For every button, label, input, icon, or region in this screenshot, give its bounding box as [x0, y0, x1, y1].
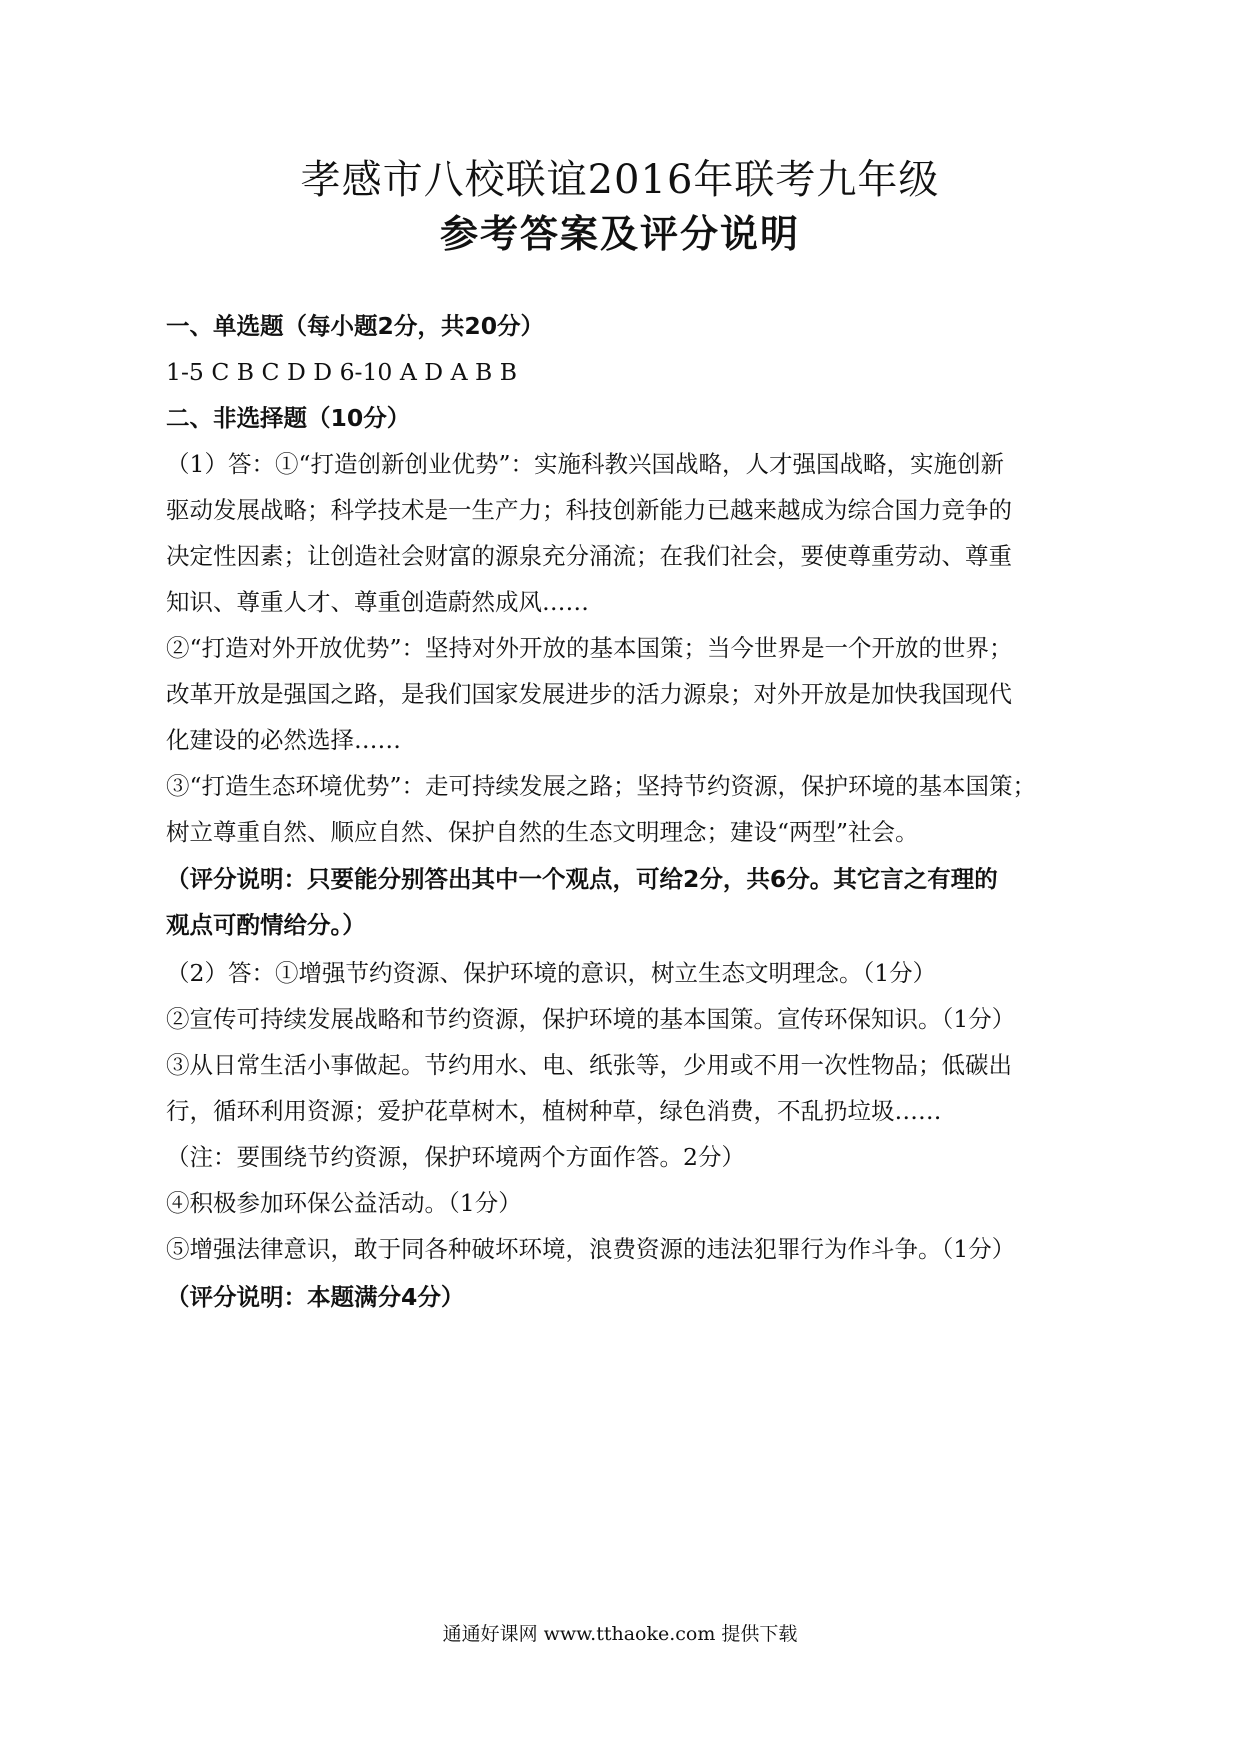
q2-answer-line: ⑤增强法律意识，敢于同各种破坏环境，浪费资源的违法犯罪行为作斗争。（1分）: [166, 1235, 1016, 1263]
q1-scoring-note: 观点可酌情给分。）: [166, 911, 366, 939]
q2-answer-line: （注：要围绕节约资源，保护环境两个方面作答。2分）: [166, 1143, 745, 1171]
q2-answer-line: （2）答：①增强节约资源、保护环境的意识，树立生态文明理念。（1分）: [166, 959, 937, 987]
q2-answer-line: ②宣传可持续发展战略和节约资源，保护环境的基本国策。宣传环保知识。（1分）: [166, 1005, 1016, 1033]
q2-answer-line: 行，循环利用资源；爱护花草树木，植树种草，绿色消费，不乱扔垃圾……: [166, 1097, 942, 1125]
q2-answer-line: ③从日常生活小事做起。节约用水、电、纸张等，少用或不用一次性物品；低碳出: [166, 1051, 1012, 1079]
q1-answer-line: 决定性因素；让创造社会财富的源泉充分涌流；在我们社会，要使尊重劳动、尊重: [166, 542, 1012, 570]
section-1-answers: 1-5 C B C D D 6-10 A D A B B: [166, 358, 518, 386]
section-2-heading: 二、非选择题（10分）: [166, 404, 411, 432]
q1-scoring-note: （评分说明：只要能分别答出其中一个观点，可给2分，共6分。其它言之有理的: [166, 865, 998, 893]
q1-answer-line: 驱动发展战略；科学技术是一生产力；科技创新能力已越来越成为综合国力竞争的: [166, 496, 1012, 524]
section-1-heading: 一、单选题（每小题2分，共20分）: [166, 312, 545, 340]
q1-answer-line: ②“打造对外开放优势”：坚持对外开放的基本国策；当今世界是一个开放的世界；: [166, 634, 1013, 662]
q1-answer-line: （1）答：①“打造创新创业优势”：实施科教兴国战略，人才强国战略，实施创新: [166, 450, 1004, 478]
q2-scoring-note: （评分说明：本题满分4分）: [166, 1283, 465, 1311]
document-title: 孝感市八校联谊2016年联考九年级: [300, 157, 940, 203]
q1-answer-line: 知识、尊重人才、尊重创造蔚然成风……: [166, 588, 589, 616]
q1-answer-line: 改革开放是强国之路，是我们国家发展进步的活力源泉；对外开放是加快我国现代: [166, 680, 1012, 708]
document-subtitle: 参考答案及评分说明: [439, 212, 800, 256]
q1-answer-line: 化建设的必然选择……: [166, 726, 401, 754]
q1-answer-line: 树立尊重自然、顺应自然、保护自然的生态文明理念；建设“两型”社会。: [166, 818, 919, 846]
footer-credit: 通通好课网 www.tthaoke.com 提供下载: [442, 1623, 798, 1645]
q2-answer-line: ④积极参加环保公益活动。（1分）: [166, 1189, 522, 1217]
q1-answer-line: ③“打造生态环境优势”：走可持续发展之路；坚持节约资源，保护环境的基本国策；: [166, 772, 1037, 800]
